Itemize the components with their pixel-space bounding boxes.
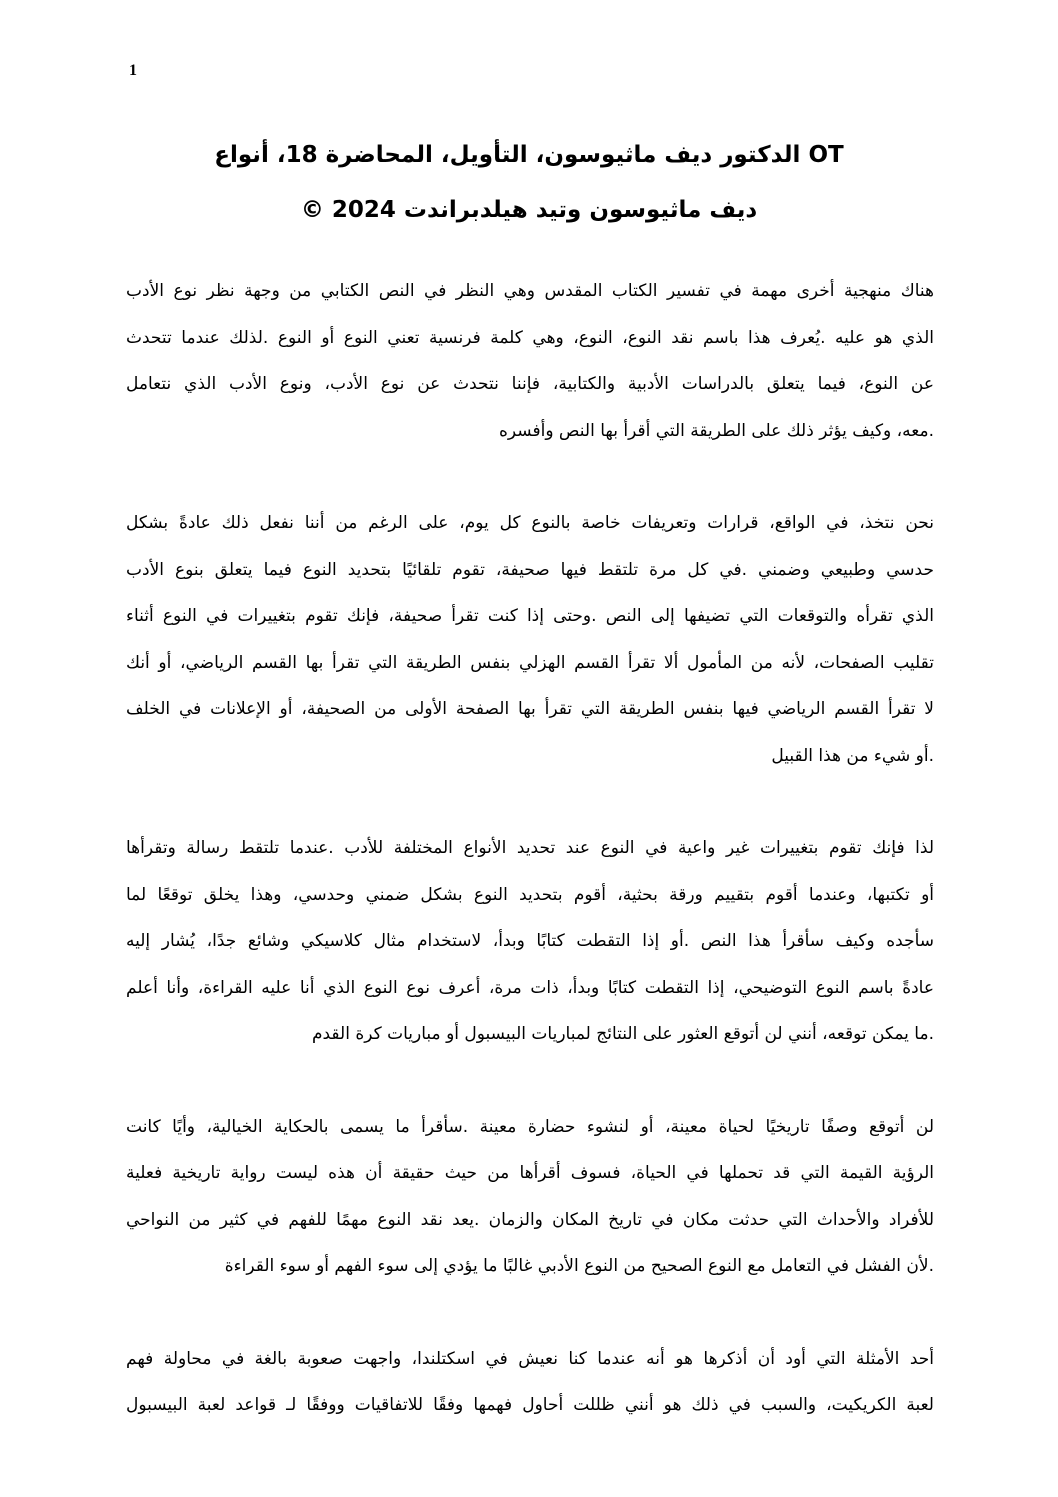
text-line: لعبة الكريكيت، والسبب في ذلك هو أنني ظللت أحاول فهمها وفقًا للاتفاقيات ووفقًا لـ قواعد لعبة البيسبول bbox=[126, 1395, 934, 1415]
text-line: الرؤية القيمة التي قد تحملها في الحياة، فسوف أقرأها من حيث حقيقة أن هذه ليست رواية تاريخية فعلية bbox=[126, 1163, 934, 1183]
text-line: هناك منهجية أخرى مهمة في تفسير الكتاب المقدس وهي النظر في النص الكتابي من وجهة نظر نوع الأدب bbox=[126, 281, 934, 301]
text-line: .لأن الفشل في التعامل مع النوع الصحيح من النوع الأدبي غالبًا ما يؤدي إلى سوء الفهم أو سوء القراءة bbox=[224, 1256, 934, 1276]
text-line: للأفراد والأحداث التي حدثت مكان في تاريخ المكان والزمان .يعد نقد النوع مهمًا للفهم في كثير من النواحي bbox=[126, 1209, 934, 1230]
text-line: .معه، وكيف يؤثر ذلك على الطريقة التي أقرأ بها النص وأفسره bbox=[499, 420, 934, 441]
document-body bbox=[126, 268, 934, 1475]
paragraph-5 bbox=[126, 1336, 934, 1429]
text-line: عن النوع، فيما يتعلق بالدراسات الأدبية والكتابية، فإننا نتحدث عن نوع الأدب، ونوع الأدب الذي نتعامل bbox=[126, 374, 934, 394]
page-number: 1 bbox=[129, 62, 137, 79]
text-line: أحد الأمثلة التي أود أن أذكرها هو أنه عندما كنا نعيش في اسكتلندا، واجهت صعوبة بالغة في محاولة فهم bbox=[126, 1348, 934, 1369]
text-line: .أو شيء من هذا القبيل bbox=[771, 745, 934, 766]
text-line: لا تقرأ القسم الرياضي فيها بنفس الطريقة التي تقرأ بها الصفحة الأولى من الصحيفة، أو الإعلانات في الخلف bbox=[126, 699, 934, 719]
paragraph-4 bbox=[126, 1104, 934, 1290]
title-line-2: ديف ماثيوسون وتيد هيلدبراندت 2024 © bbox=[300, 197, 758, 223]
text-line: حدسي وطبيعي وضمني .في كل مرة تلتقط فيها صحيفة، تقوم تلقائيًا بتحديد النوع فيما يتعلق بنوع الأدب bbox=[126, 559, 934, 580]
text-line: الذي تقرأه والتوقعات التي تضيفها إلى النص .وحتى إذا كنت تقرأ صحيفة، فإنك تقوم بتغييرات في النوع أثناء bbox=[126, 606, 934, 626]
text-line: سأجده وكيف سأقرأ هذا النص .أو إذا التقطت كتابًا وبدأ، لاستخدام مثال كلاسيكي وشائع جدًا، يُشار إليه bbox=[126, 931, 934, 951]
text-line: تقليب الصفحات، لأنه من المأمول ألا تقرأ القسم الهزلي بنفس الطريقة التي تقرأ بها القسم الرياضي، أو أنك bbox=[126, 652, 934, 673]
title-line-1: OT الدكتور ديف ماثيوسون، التأويل، المحاضرة 18، أنواع bbox=[214, 142, 844, 168]
text-line: لذا فإنك تقوم بتغييرات غير واعية في النوع عند تحديد الأنواع المختلفة للأدب .عندما تلتقط رسالة وتقرأها bbox=[126, 838, 934, 858]
paragraph-1 bbox=[126, 268, 934, 454]
document-title bbox=[150, 128, 908, 238]
paragraph-3 bbox=[126, 825, 934, 1058]
text-line: .ما يمكن توقعه، أنني لن أتوقع العثور على النتائج لمباريات البيسبول أو مباريات كرة القدم bbox=[311, 1024, 934, 1044]
paragraph-2 bbox=[126, 500, 934, 779]
text-line: أو تكتبها، وعندما أقوم بتقييم ورقة بحثية، أقوم بتحديد النوع بشكل ضمني وحدسي، وهذا يخلق توقعًا لما bbox=[126, 884, 934, 905]
text-line: لن أتوقع وصفًا تاريخيًا لحياة معينة، أو لنشوء حضارة معينة .سأقرأ ما يسمى بالحكاية الخيالية، وأيًا كانت bbox=[126, 1116, 934, 1137]
text-line: الذي هو عليه .يُعرف هذا باسم نقد النوع، النوع، وهي كلمة فرنسية تعني النوع أو النوع .لذلك عندما تتحدث bbox=[126, 327, 934, 348]
text-line: عادةً باسم النوع التوضيحي، إذا التقطت كتابًا وبدأ، ذات مرة، أعرف نوع النوع الذي أنا عليه القراءة، وأنا أعلم bbox=[126, 977, 934, 998]
text-line: نحن نتخذ، في الواقع، قرارات وتعريفات خاصة بالنوع كل يوم، على الرغم من أننا نفعل ذلك عادةً بشكل bbox=[126, 513, 934, 533]
